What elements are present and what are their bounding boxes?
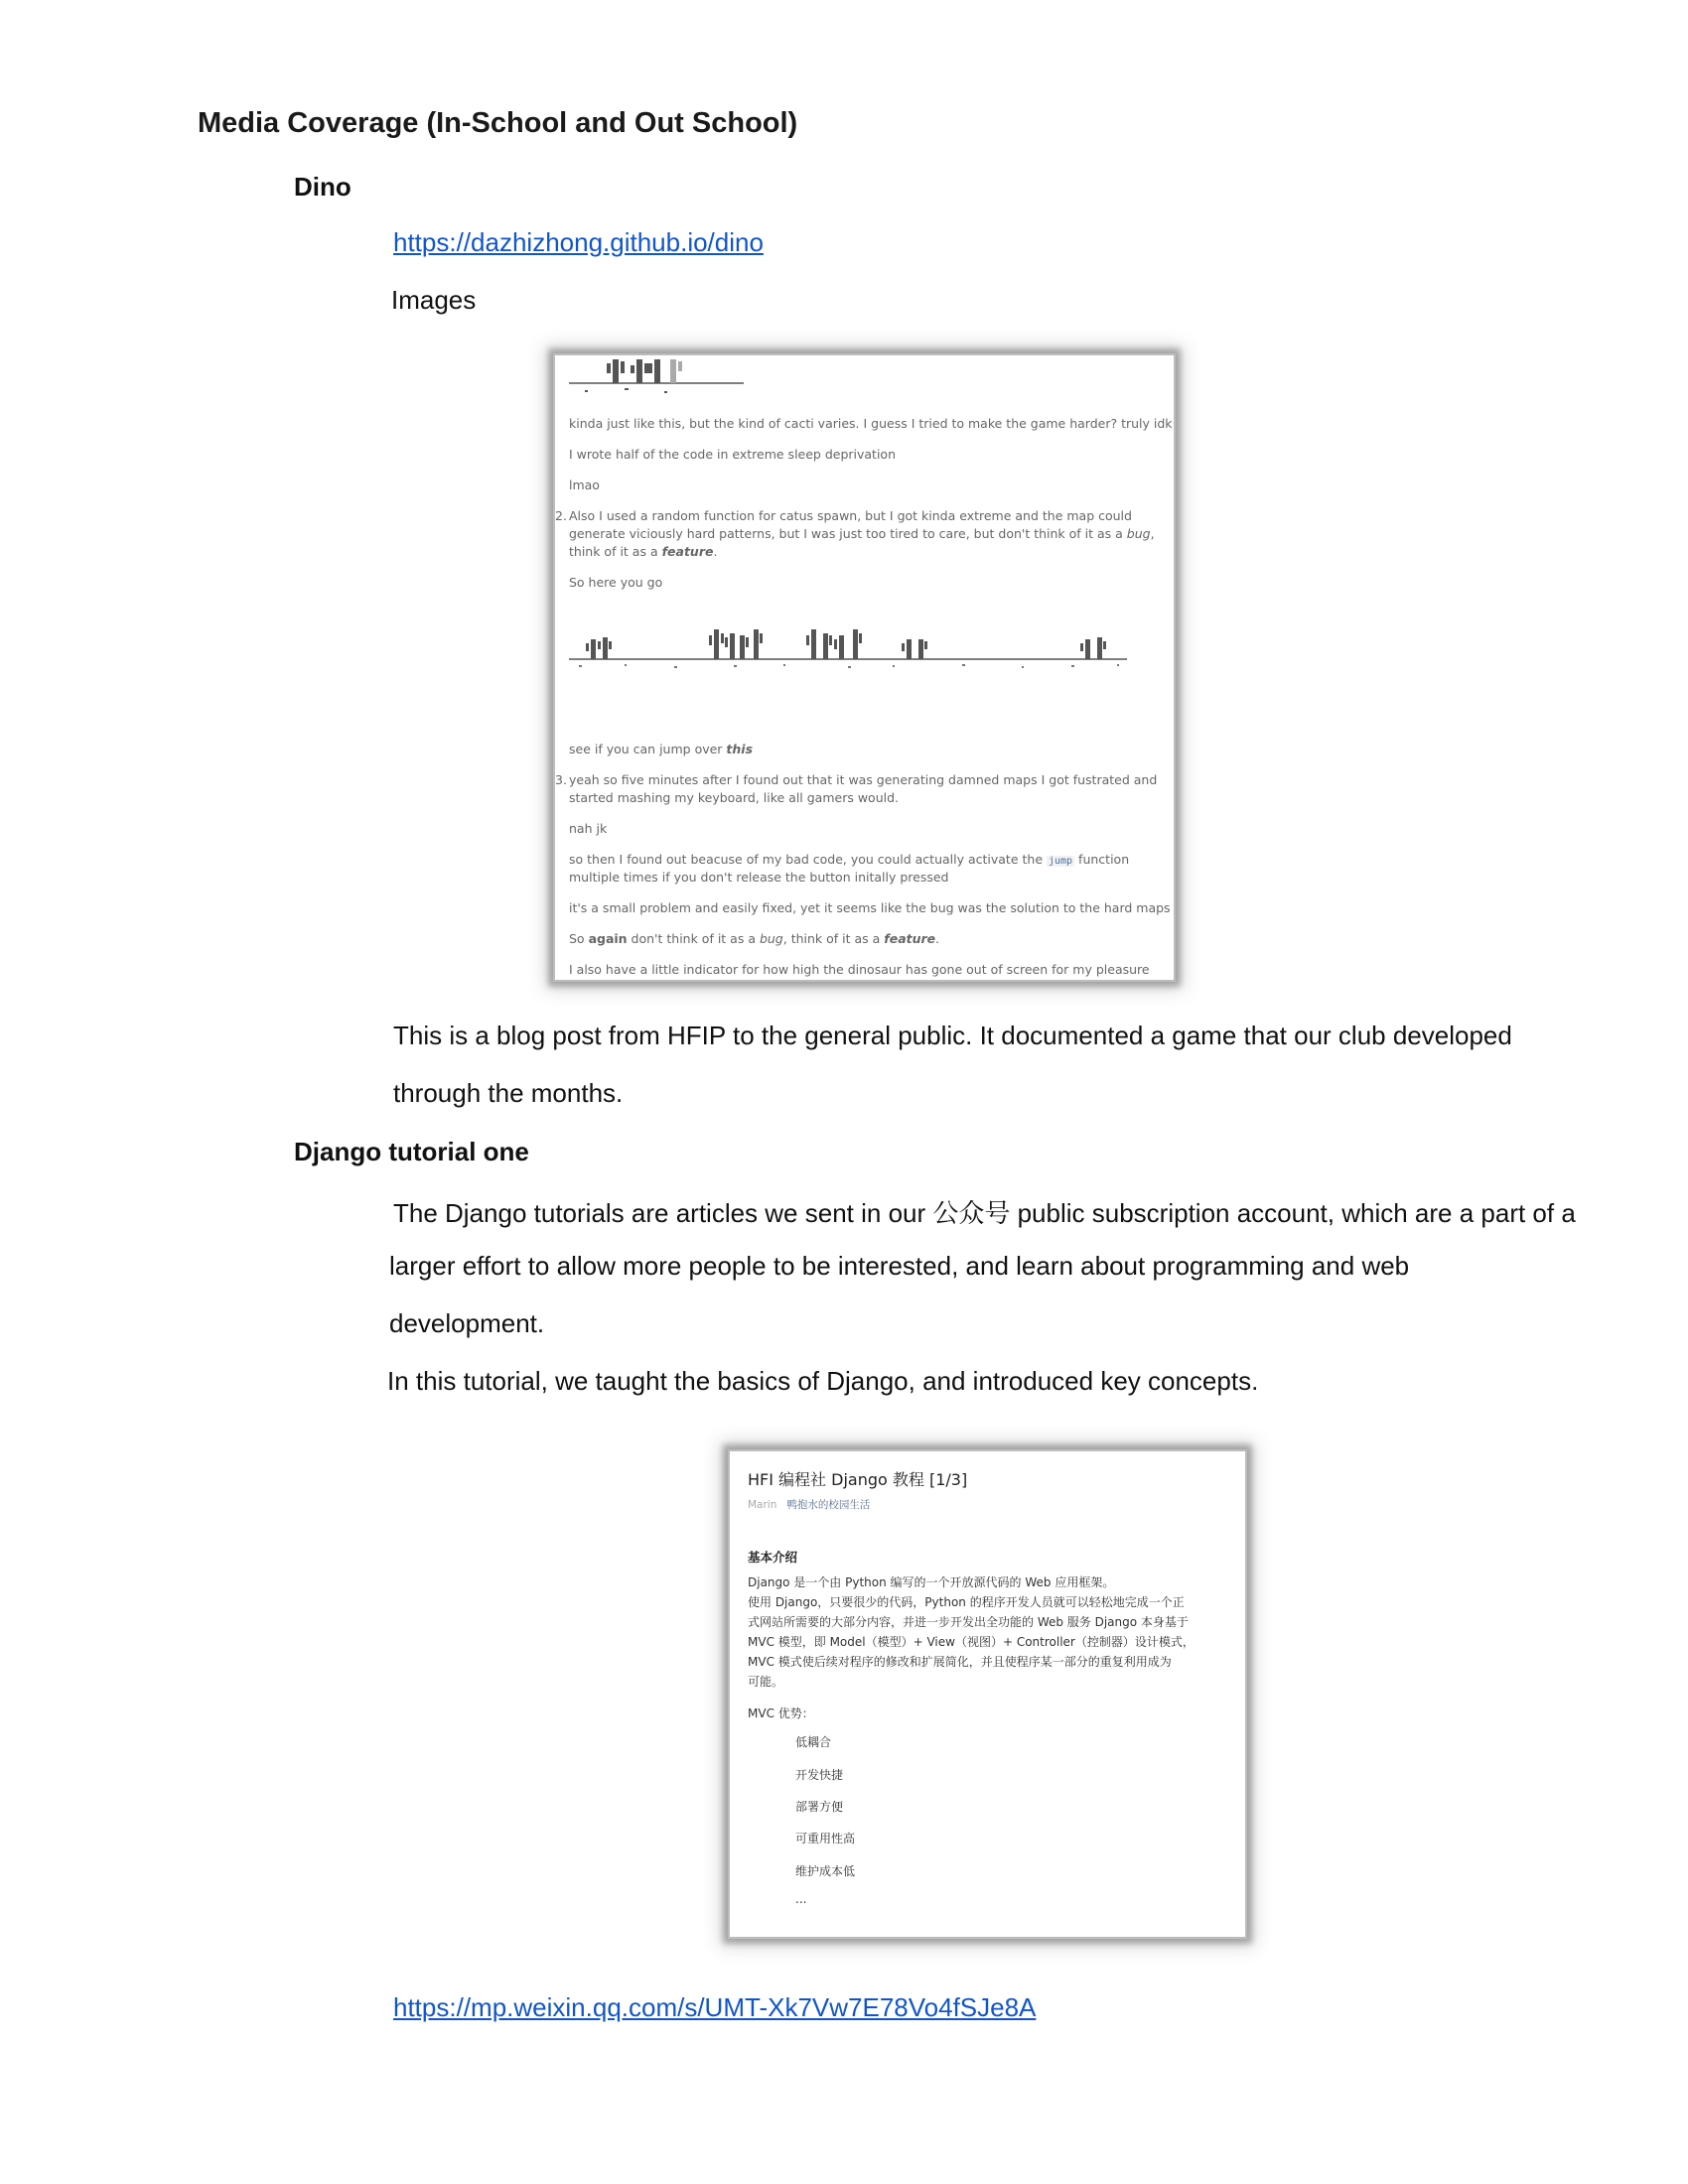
blog-line: nah jk [569,821,608,836]
article-line: MVC 模型，即 Model（模型）+ View（视图）+ Controller（控制器）设计模式， [748,1635,1195,1649]
article-line: MVC 模式使后续对程序的修改和扩展简化，并且使程序某一部分的重复利用成为 [748,1655,1172,1669]
django-tutorial-summary: In this tutorial, we taught the basics of Django, and introduced key concepts. [387,1366,1259,1396]
article-line: 式网站所需要的大部分内容，并进一步开发出全功能的 Web 服务 Django 本身基于 [748,1615,1189,1629]
article-line: 可能。 [748,1675,784,1689]
blog-line: so then I found out beacuse of my bad code, you could actually activate the jump function [569,852,1130,867]
article-line: 使用 Django，只要很少的代码，Python 的程序开发人员就可以轻松地完成一个正 [748,1595,1185,1609]
blog-line: generate viciously hard patterns, but I was just too tired to care, but don't think of it as a bug, [569,526,1155,541]
article-author: Marin [748,1499,777,1511]
page-heading: Media Coverage (In-School and Out School) [198,107,798,139]
mvc-item: ... [795,1892,807,1906]
mvc-item: 维护成本低 [795,1864,856,1878]
blog-line: kinda just like this, but the kind of cacti varies. I guess I tried to make the game harder? truly idk [569,416,1173,431]
django-paragraph: The Django tutorials are articles we sent in our 公众号 public subscription account, which are a part of a [393,1198,1576,1228]
dino-blog-screenshot [553,353,1176,982]
mvc-item: 开发快捷 [795,1768,844,1782]
blog-line: 2. Also I used a random function for catus spawn, but I got kinda extreme and the map could [555,508,1132,523]
images-label: Images [391,285,477,315]
wechat-article-screenshot [728,1449,1247,1939]
inline-code: jump [1048,856,1073,867]
wechat-article-link[interactable]: https://mp.weixin.qq.com/s/UMT-Xk7Vw7E78Vo4fSJe8A [393,1992,1037,2022]
cactus-strip-game [555,623,1174,683]
list-number: 2. [555,508,567,523]
django-paragraph-cont: larger effort to allow more people to be interested, and learn about programming and web [389,1251,1410,1281]
mvc-item: 部署方便 [795,1800,844,1814]
blog-line: lmao [569,478,600,492]
mvc-label: MVC 优势： [748,1706,814,1720]
dino-caption-cont: through the months. [393,1078,624,1108]
blog-line: I also have a little indicator for how high the dinosaur has gone out of screen for my pleasure [569,962,1150,977]
dino-link[interactable]: https://dazhizhong.github.io/dino [393,227,764,257]
blog-line: So again don't think of it as a bug, think of it as a feature. [569,931,940,946]
article-line: Django 是一个由 Python 编写的一个开放源代码的 Web 应用框架。 [748,1575,1115,1589]
article-title: HFI 编程社 Django 教程 [1/3] [748,1470,968,1489]
blog-line: it's a small problem and easily fixed, yet it seems like the bug was the solution to the hard maps [569,900,1171,915]
blog-line: So here you go [569,575,663,590]
blog-line: I wrote half of the code in extreme sleep deprivation [569,447,896,462]
blog-line: 3. yeah so five minutes after I found out that it was generating damned maps I got fustrated and [555,772,1158,787]
mvc-item: 可重用性高 [795,1832,856,1845]
section-title-dino: Dino [294,172,352,202]
article-account: 鸭抱水的校园生活 [786,1499,871,1511]
article-section-heading: 基本介绍 [748,1550,798,1565]
cactus-strip-top [555,355,1174,405]
article-byline [748,1497,870,1512]
blog-line: see if you can jump over this [569,742,754,756]
django-paragraph-cont: development. [389,1308,545,1338]
mvc-item: 低耦合 [795,1735,832,1749]
section-title-django: Django tutorial one [294,1137,529,1166]
blog-line: started mashing my keyboard, like all gamers would. [569,790,900,805]
blog-line: think of it as a feature. [569,544,718,559]
blog-line: multiple times if you don't release the button initally pressed [569,870,949,885]
list-number: 3. [555,772,567,787]
dino-caption: This is a blog post from HFIP to the general public. It documented a game that our club developed [393,1021,1512,1050]
